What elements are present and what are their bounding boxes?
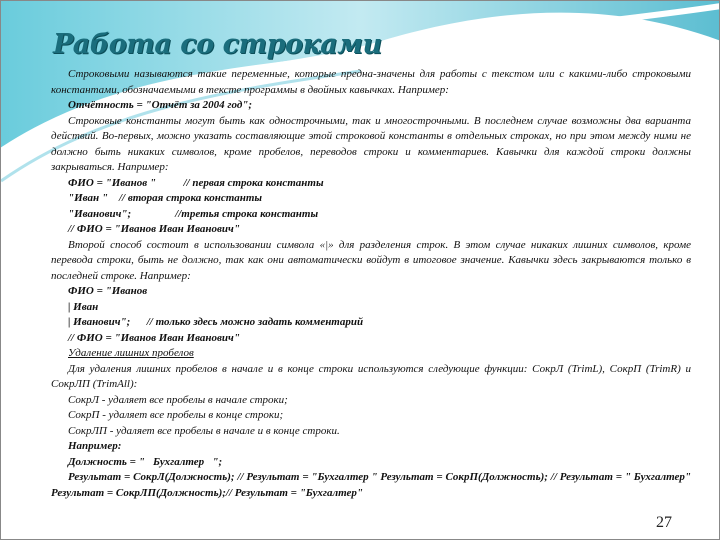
multiline-paragraph: Строковые константы могут быть как однострочными, так и многострочными. В последнем случае возможны два варианта действий. Во-первых, можно указать составляющие этой строковой константы в отдельных строках, но при этом между ними не должно быть никаких символов, кроме пробелов, переводов строки и комментариев. Кавычки для каждой строки должны закрываться. Например: (51, 114, 691, 173)
code-line: "Иванович"; //третья строка константы (68, 207, 319, 220)
code-line: ФИО = "Иванов (68, 285, 148, 297)
func-line: СокрЛ - удаляет все пробелы в начале строки; (68, 393, 288, 406)
code-line: // ФИО = "Иванов Иван Иванович" (68, 331, 240, 344)
result-paragraph: Результат = СокрЛ(Должность); // Результат = "Бухгалтер " Результат = СокрП(Должность); // Результат = " Бухгалтер" Результат = СокрЛП(Должность);// Результат = "Бухгалтер" (51, 471, 691, 499)
code-line: | Иванович"; // только здесь можно задать комментарий (68, 316, 364, 328)
code-line: // ФИО = "Иванов Иван Иванович" (68, 223, 240, 235)
example-line: Отчётность = "Отчёт за 2004 год"; (68, 99, 253, 111)
slide-title: Работа со строками (53, 29, 382, 60)
code-line: "Иван " // вторая строка константы (68, 192, 263, 204)
code-line: ФИО = "Иванов " // первая строка константы (68, 176, 324, 189)
code-line: | Иван (68, 300, 99, 313)
section-heading: Удаление лишних пробелов (68, 347, 194, 359)
trim-paragraph: Для удаления лишних пробелов в начале и в конце строки используются следующие функции: СокрЛ (TrimL), СокрП (TrimR) и СокрЛП (TrimAll): (51, 362, 691, 390)
slide-body (51, 67, 691, 501)
func-line: СокрП - удаляет все пробелы в конце строки; (68, 409, 284, 421)
example-line: Должность = " Бухгалтер "; (68, 455, 223, 468)
pipe-paragraph: Второй способ состоит в использовании символа «|» для разделения строк. В этом случае никаких лишних символов, кроме перевода строки, быть не должно, так как они автоматически войдут в итоговое значение. Кавычки здесь закрываются только в последней строке. Например: (51, 238, 691, 282)
intro-paragraph: Строковыми называются такие переменные, которые предна-значены для работы с текстом или с какими-либо строковыми константами, обозначаемыми в тексте программы в двойных кавычках. Например: (51, 68, 691, 96)
example-label: Например: (68, 440, 122, 452)
func-line: СокрЛП - удаляет все пробелы в начале и в конце строки. (68, 424, 340, 437)
page-number: 27 (656, 514, 672, 531)
